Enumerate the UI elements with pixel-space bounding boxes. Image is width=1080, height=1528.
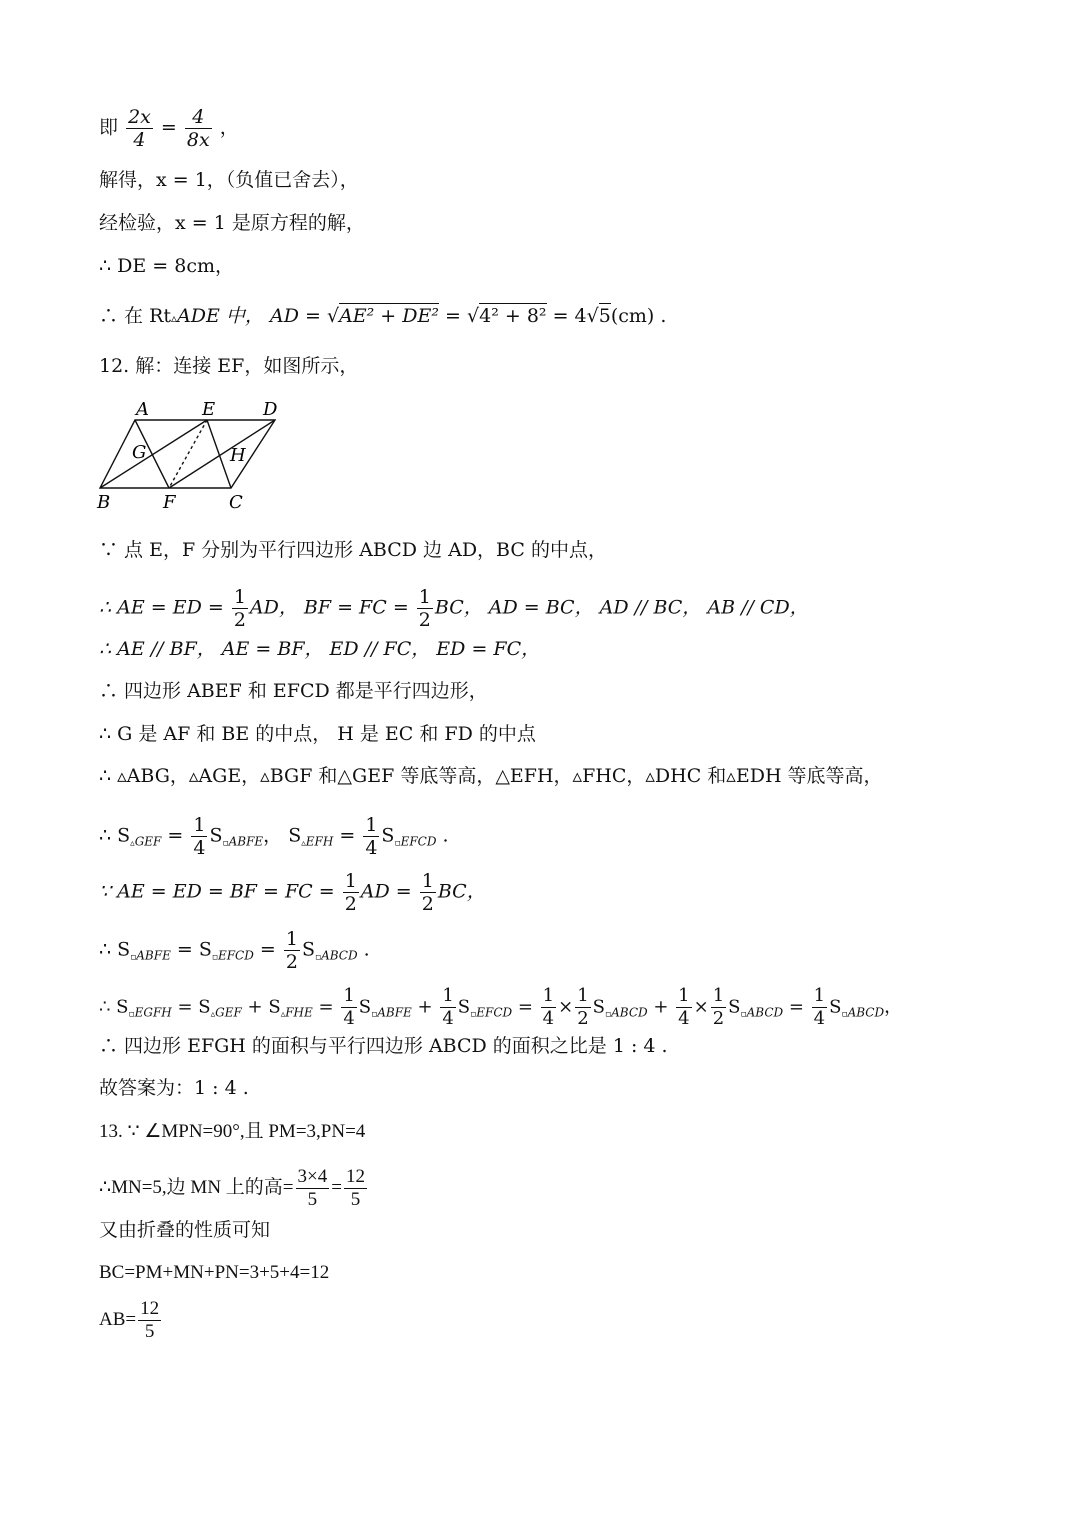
fraction-quarter: $\frac{1}{4}$ bbox=[343, 985, 355, 1029]
problem-12-heading: 12. 解：连接 EF，如图所示， bbox=[99, 355, 359, 377]
line-bc: BC=PM+MN+PN=3+5+4=12 bbox=[99, 1262, 330, 1283]
line-equal-base-height: ∴ ▵ABG，▵AGE，▵BGF 和△GEF 等底等高，△EFH，▵FHC，▵DHC 和▵EDH 等底等高， bbox=[99, 765, 883, 787]
fraction-half: $\frac{1}{2}$ bbox=[712, 985, 725, 1029]
line-area-egfh: ∴ $S_{▫EGFH} = S_{▵GEF} + S_{▵FHE}$ = $\frac{1}{4}$ $S_{▫ABFE}$ + $\frac{1}{4}$ $S_{▫EFCD}$ = $\frac{1}{4}$ × $\frac{1}{2}$ $S_{▫ABCD}$ + $\frac{1}{4}$ × $\frac{1}{2}$ $S_{▫ABCD}$ = $\frac{1}{4}$ $S_{▫ABCD}$， bbox=[99, 985, 903, 1029]
fraction-quarter: $\frac{1}{4}$ bbox=[813, 985, 826, 1029]
fraction-half: $\frac{1}{2}$ bbox=[233, 586, 246, 631]
line-area-half: ∴ $S_{▫ABFE} = S_{▫EFCD}$ = $\frac{1}{2}$ $S_{▫ABCD}$ . bbox=[99, 928, 370, 973]
label-d: D bbox=[263, 399, 278, 420]
fraction-half: $\frac{1}{2}$ bbox=[344, 870, 357, 915]
label-a: A bbox=[136, 399, 149, 420]
line-equal-segments: ∴ AE = ED = $\frac{1}{2}$ AD， BF = FC = $\frac{1}{2}$ BC， AD = BC， AD // BC， AB // CD， bbox=[99, 586, 809, 631]
segment-be bbox=[100, 420, 207, 488]
label-b: B bbox=[97, 492, 111, 513]
line-ratio-conclusion: ∴ 四边形 EFGH 的面积与平行四边形 ABCD 的面积之比是 1 : 4 . bbox=[99, 1035, 668, 1057]
fraction-quarter: $\frac{1}{4}$ bbox=[193, 814, 206, 859]
fraction-half: $\frac{1}{2}$ bbox=[418, 586, 431, 631]
problem-13-heading: 13. ∵ ∠MPN=90°,且 PM=3,PN=4 bbox=[99, 1121, 366, 1142]
line-de: ∴ DE = 8cm， bbox=[99, 255, 234, 277]
line-folding: 又由折叠的性质可知 bbox=[99, 1219, 271, 1241]
fraction-quarter: $\frac{1}{4}$ bbox=[542, 985, 555, 1029]
fraction: $\frac{12}{5}$ bbox=[140, 1298, 160, 1342]
line-equal-half: ∵ AE = ED = BF = FC = $\frac{1}{2}$ AD = $\frac{1}{2}$ BC， bbox=[99, 870, 486, 915]
label-c: C bbox=[229, 492, 243, 513]
fraction-half: $\frac{1}{2}$ bbox=[285, 928, 298, 973]
line-check: 经检验，x = 1 是原方程的解， bbox=[99, 212, 365, 234]
parallelogram-figure bbox=[95, 398, 295, 516]
line-solve: 解得，x = 1，（负值已舍去）， bbox=[99, 169, 359, 191]
line-ratio-equation: 即 $\frac{2x}{4}$ = $\frac{4}{8x}$ ， bbox=[99, 106, 239, 151]
fraction-quarter: $\frac{1}{4}$ bbox=[442, 985, 454, 1029]
line-mn-height: ∴MN=5,边 MN 上的高= $\frac{3\times 4}{5}$ = $\frac{12}{5}$ bbox=[99, 1166, 365, 1210]
label-h: H bbox=[230, 445, 246, 466]
line-area-quarter: ∴ $S_{▵GEF}$ = $\frac{1}{4}$ $S_{▫ABFE}$， $S_{▵EFH}$ = $\frac{1}{4}$ $S_{▫EFCD}$ . bbox=[99, 814, 449, 859]
fraction: $\frac{3\times 4}{5}$ bbox=[297, 1166, 328, 1210]
line-ad-result: ∴ 在 Rt▵ADE 中， AD = √AE² + DE² = √4² + 8² = 4√5(cm) . bbox=[99, 305, 667, 327]
label-g: G bbox=[132, 442, 147, 463]
label-f: F bbox=[163, 492, 176, 513]
line-parallel: ∴ AE // BF， AE = BF， ED // FC， ED = FC， bbox=[99, 638, 541, 660]
segment-ec bbox=[207, 420, 231, 488]
segment-ef-dashed bbox=[169, 420, 207, 488]
label-e: E bbox=[202, 399, 216, 420]
segment-fd bbox=[169, 420, 275, 488]
fraction: $\frac{4}{8x}$ bbox=[186, 106, 210, 151]
fraction-quarter: $\frac{1}{4}$ bbox=[365, 814, 378, 859]
fraction-half: $\frac{1}{2}$ bbox=[577, 985, 589, 1029]
line-midpoints: ∵ 点 E，F 分别为平行四边形 ABCD 边 AD，BC 的中点， bbox=[99, 539, 607, 561]
fraction: $\frac{2x}{4}$ bbox=[128, 106, 151, 151]
line-ab: AB= $\frac{12}{5}$ bbox=[99, 1298, 160, 1342]
parallelogram-abcd bbox=[100, 420, 275, 488]
fraction-quarter: $\frac{1}{4}$ bbox=[678, 985, 690, 1029]
fraction: $\frac{12}{5}$ bbox=[345, 1166, 365, 1210]
fraction-half: $\frac{1}{2}$ bbox=[421, 870, 434, 915]
line-g-h-midpoints: ∴ G 是 AF 和 BE 的中点， H 是 EC 和 FD 的中点 bbox=[99, 723, 536, 745]
line-parallelograms: ∴ 四边形 ABEF 和 EFCD 都是平行四边形， bbox=[99, 680, 488, 702]
line-answer: 故答案为：1 : 4 . bbox=[99, 1077, 249, 1099]
